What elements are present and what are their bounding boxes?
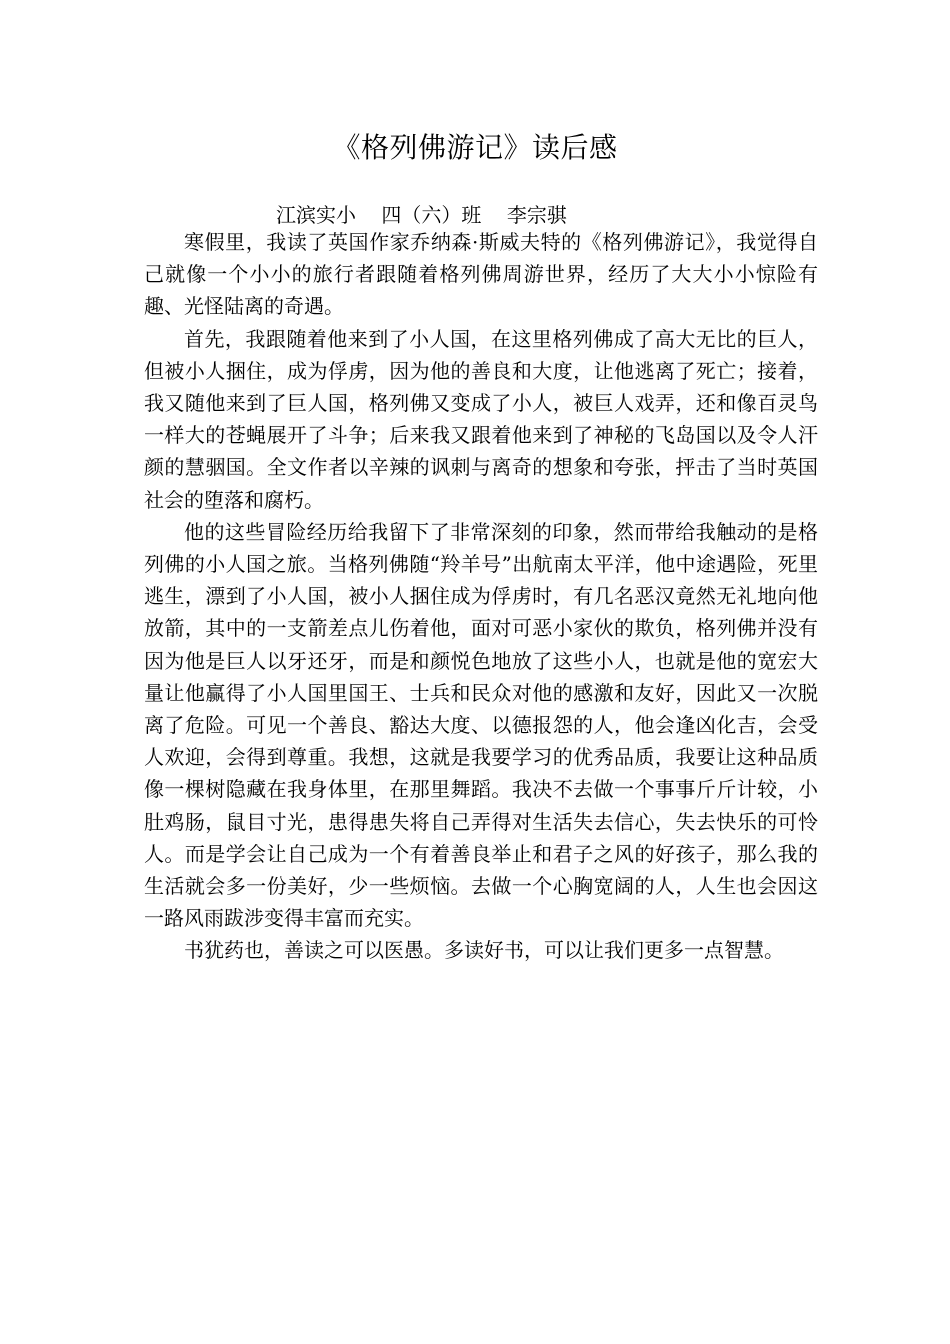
document-title: 《格列佛游记》读后感 — [332, 131, 618, 164]
paragraph-1: 寒假里，我读了英国作家乔纳森·斯威夫特的《格列佛游记》，我觉得自己就像一个小小的旅行者跟随着格列佛周游世界，经历了大大小小惊险有趣、光怪陆离的奇遇。 — [144, 230, 818, 319]
author-byline: 江滨实小 四（六）班 李宗骐 — [276, 203, 567, 227]
paragraph-4: 书犹药也，善读之可以医愚。多读好书，可以让我们更多一点智慧。 — [184, 938, 784, 963]
paragraph-3: 他的这些冒险经历给我留下了非常深刻的印象，然而带给我触动的是格列佛的小人国之旅。当格列佛随“羚羊号”出航南太平洋，他中途遇险，死里逃生，漂到了小人国，被小人捆住成为俘虏时，有几名恶汉竟然无礼地向他放箭，其中的一支箭差点儿伤着他，面对可恶小家伙的欺负，格列佛并没有因为他是巨人以牙还牙，而是和颜悦色地放了这些小人，也就是他的宽宏大量让他赢得了小人国里国王、士兵和民众对他的感激和友好，因此又一次脱离了危险。可见一个善良、豁达大度、以德报怨的人，他会逢凶化吉，会受人欢迎，会得到尊重。我想，这就是我要学习的优秀品质，我要让这种品质像一棵树隐藏在我身体里，在那里舞蹈。我决不去做一个事事斤斤计较，小肚鸡肠，鼠目寸光，患得患失将自己弄得对生活失去信心，失去快乐的可怜人。而是学会让自己成为一个有着善良举止和君子之风的好孩子，那么我的生活就会多一份美好，少一些烦恼。去做一个心胸宽阔的人，人生也会因这一路风雨跋涉变得丰富而充实。 — [144, 519, 818, 931]
essay-body — [144, 226, 818, 967]
paragraph-2: 首先，我跟随着他来到了小人国，在这里格列佛成了高大无比的巨人，但被小人捆住，成为俘虏，因为他的善良和大度，让他逃离了死亡；接着，我又随他来到了巨人国，格列佛又变成了小人，被巨人戏弄，还和像百灵鸟一样大的苍蝇展开了斗争；后来我又跟着他来到了神秘的飞岛国以及令人汗颜的慧骃国。全文作者以辛辣的讽刺与离奇的想象和夸张，抨击了当时英国社会的堕落和腐朽。 — [144, 326, 818, 512]
